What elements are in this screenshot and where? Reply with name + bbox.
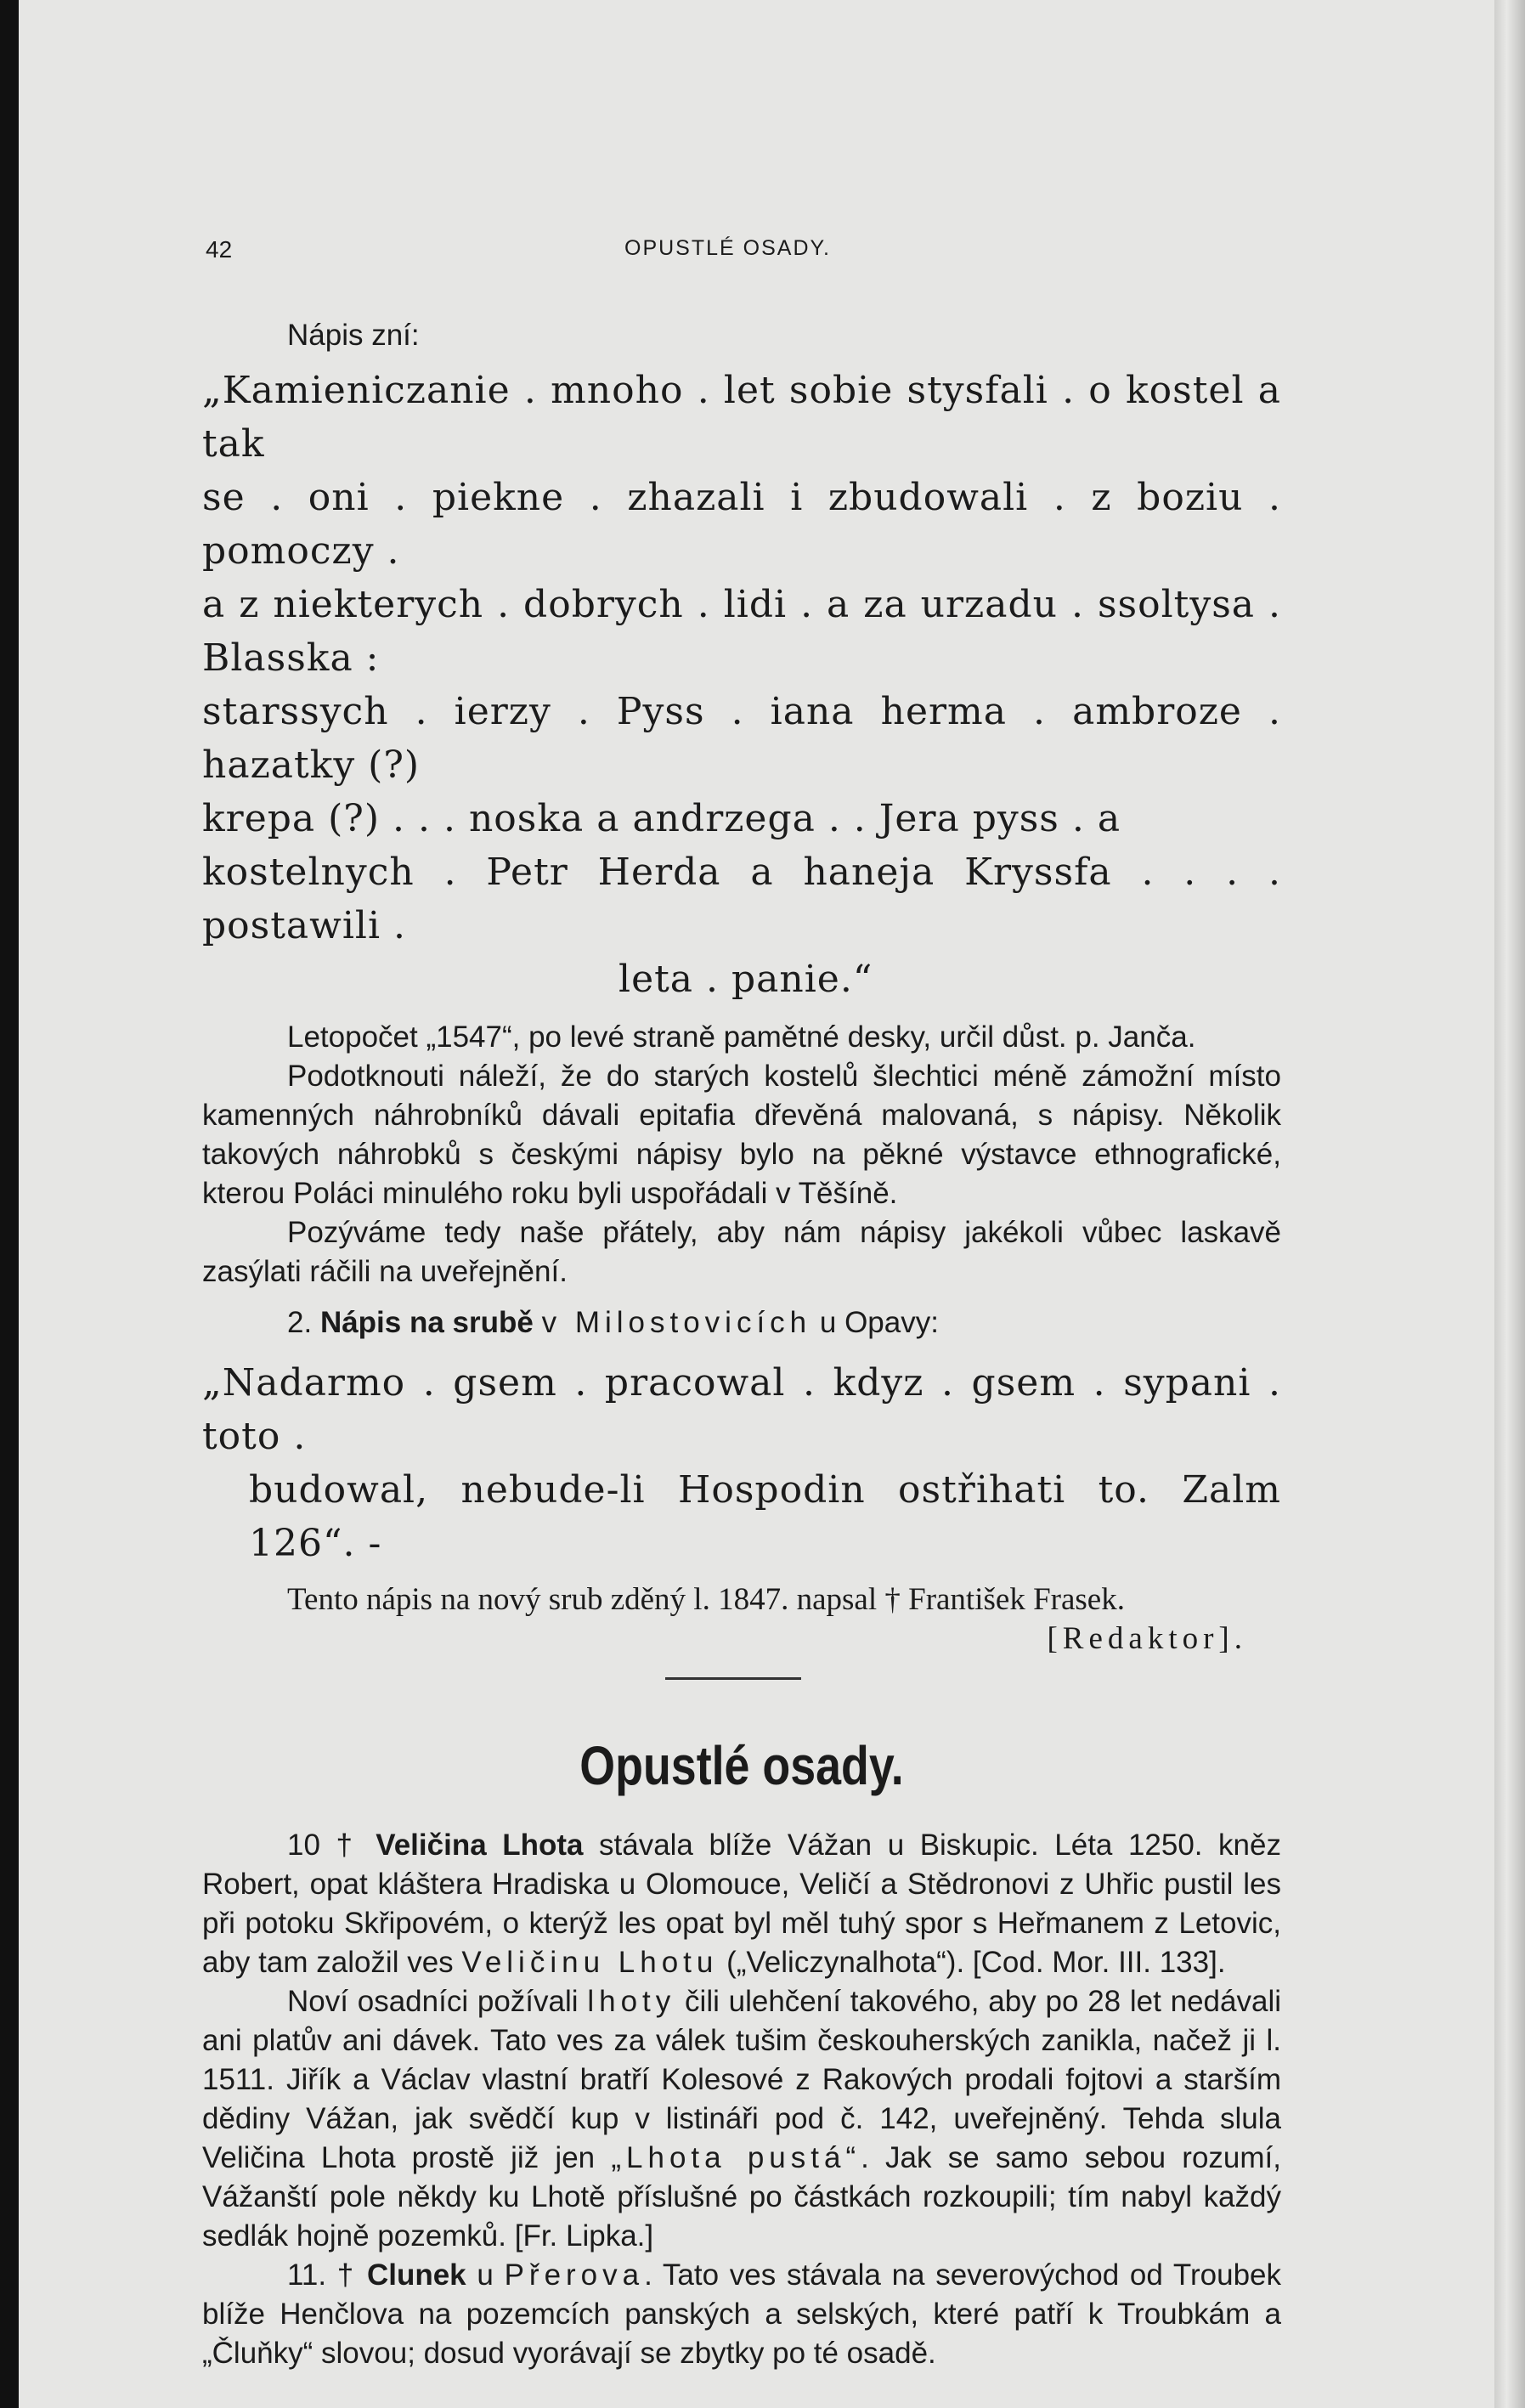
inscription2-number: 2.: [287, 1306, 313, 1339]
page-number: 42: [206, 236, 233, 263]
inscription2-text: [202, 1356, 1281, 1570]
running-title: OPUSTLÉ OSADY.: [624, 236, 831, 260]
entry-10-text: Noví osadníci požívali: [287, 1985, 588, 2018]
inscription1-line: krepa (?) . . . noska a andrzega . . Jera pyss . a: [202, 797, 1121, 840]
inscription1-line: a z niekterych . dobrych . lidi . a za urzadu . ssoltysa . Blasska :: [202, 583, 1281, 680]
inscription1-line: „Kamieniczanie . mnoho . let sobie stysfali . o kostel a tak: [202, 369, 1281, 466]
entry-11: [202, 2256, 1281, 2373]
note-invitation: Pozýváme tedy naše přátely, aby nám nápisy jakékoli vůbec laskavě zasýlati ráčili na uveřejnění.: [202, 1216, 1281, 1288]
entry-10-spaced-name: Veličinu Lhotu: [461, 1946, 719, 1979]
entry-11-text: u: [466, 2258, 505, 2292]
note-epitaphs: Podotknouti náleží, že do starých kostelů šlechtici méně zámožní místo kamenných náhrobníků dávali epitafia dřevěná malovaná, s nápisy. Několik takových náhrobků s českými nápisy bylo na pěkné výstavce ethnografické, kterou Poláci minulého roku byli uspořádali v Těšíně.: [202, 1060, 1281, 1210]
inscription1-line: se . oni . piekne . zhazali i zbudowali . z boziu . pomoczy .: [202, 476, 1281, 573]
inscription2-title: Nápis na srubě: [319, 1306, 534, 1339]
entry-11-place: Přerova: [504, 2258, 645, 2292]
entry-10: [202, 1826, 1281, 1982]
inscription1-line: starssych . ierzy . Pyss . iana herma . ambroze . hazatky (?): [202, 690, 1281, 787]
inscription2-note: Tento nápis na nový srub zděný l. 1847. napsal † František Frasek.: [287, 1582, 1125, 1617]
entry-10-citation: („Veliczynalhota“). [Cod. Mor. III. 133].: [718, 1946, 1226, 1979]
entry-10-text: čili ulehčení takového, aby po 28 let nedávali ani platův ani dávek. Tato ves za válek tušim českouherských zanikla, načež ji l. 1511. Jiřík a Václav vlastní bratří Kolesové z Rakových prodali fojtovi a starším dědiny Vážan, jak svědčí kup v listináři pod č. 142, uveřejněný. Tehda slula Veličina Lhota prostě již jen: [202, 1985, 1282, 2174]
page-content: [202, 316, 1281, 2373]
entry-11-text: . Tato ves stávala na severovýchod od Troubek blíže Henčlova na pozemcích panských a selských, které patří k Troubkám a „Čluňky“ slovou; dosud vyorávají se zbytky po té osadě.: [202, 2258, 1282, 2370]
entry-11-number: 11. †: [287, 2258, 357, 2292]
note-date: Letopočet „1547“, po levé straně pamětné desky, určil důst. p. Janča.: [287, 1020, 1196, 1054]
inscription2-place: v Milostovicích: [541, 1306, 812, 1339]
entry-10-spaced-phrase: „Lhota pustá“: [611, 2141, 861, 2174]
page-header: [195, 229, 1300, 272]
scan-left-edge: [0, 0, 19, 2408]
inscription1-line: kostelnych . Petr Herda a haneja Kryssfa . . . . postawili .: [202, 851, 1281, 947]
entry-10-paragraph-2: [202, 1982, 1281, 2256]
inscription2-line: „Nadarmo . gsem . pracowal . kdyz . gsem . sypani . toto .: [202, 1361, 1281, 1458]
inscription1-text: [202, 364, 1281, 1006]
editor-signature: [Redaktor].: [1047, 1621, 1247, 1656]
inscription2-heading: [202, 1303, 1281, 1342]
entry-10-spaced-word: lhoty: [587, 1985, 676, 2018]
entry-10-text: stávala blíže Vážan u Biskupic. Léta 1250. kněz Robert, opat kláštera Hradiska u Olomouce, Veličí a Stědronovi z Uhřic pustil les při potoku Skřipovém, o kterýž les opat byl měl tuhý spor s Heřmanem z Letovic, aby tam založil ves: [202, 1829, 1281, 1979]
inscription2-place-suffix: u Opavy:: [819, 1306, 939, 1339]
inscription2-line: budowal, nebude-li Hospodin ostřihati to. Zalm 126“. -: [249, 1468, 1281, 1565]
entry-10-text: . Jak se samo sebou rozumí, Vážanští pole někdy ku Lhotě příslušné po částkách rozkoupili; tím nabyl každý sedlák hojně pozemků. [Fr. Lipka.]: [202, 2141, 1281, 2253]
section-separator: [665, 1677, 801, 1680]
scan-right-edge: [1494, 0, 1525, 2408]
entry-10-number: 10 †: [287, 1829, 360, 1862]
section-title: Opustlé osady.: [579, 1735, 904, 1796]
entry-10-name: Veličina Lhota: [376, 1829, 584, 1862]
inscription1-line: leta . panie.“: [618, 958, 873, 1001]
inscription1-heading: Nápis zní:: [287, 319, 420, 352]
entry-11-name: Clunek: [366, 2258, 466, 2292]
